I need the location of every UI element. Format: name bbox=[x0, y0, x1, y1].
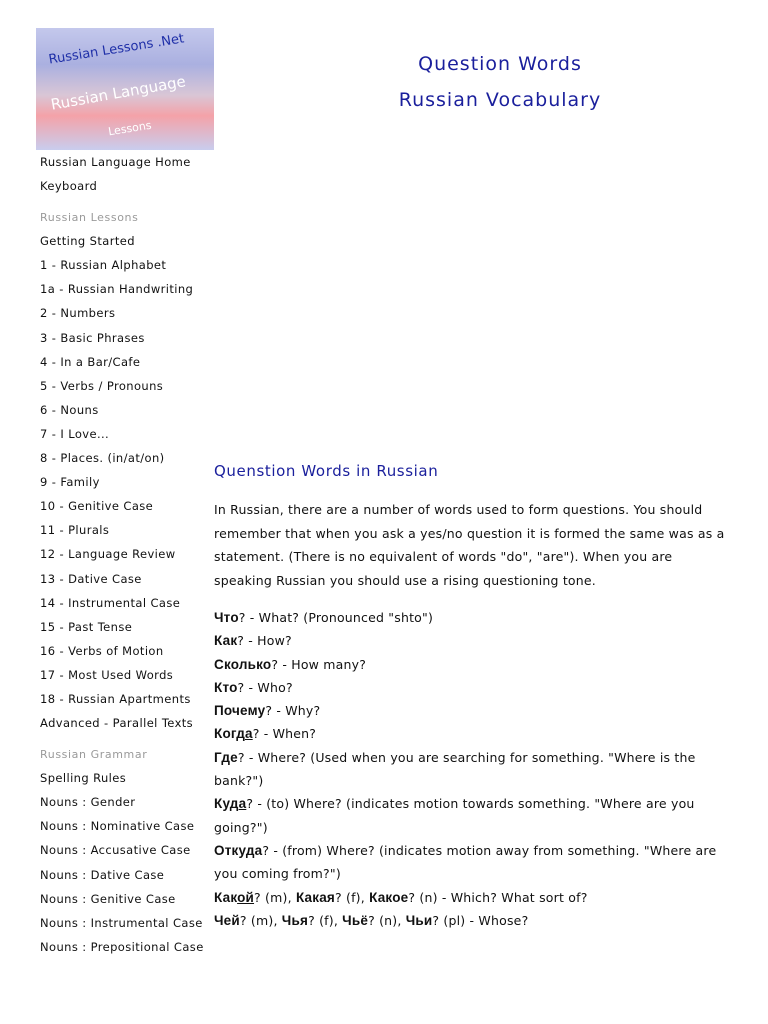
nav-section-lessons: Russian Lessons bbox=[40, 211, 139, 225]
nav-lesson-link[interactable]: 5 - Verbs / Pronouns bbox=[40, 378, 164, 393]
russian-word: Почему bbox=[214, 703, 266, 719]
nav-grammar-link[interactable]: Nouns : Prepositional Case bbox=[40, 939, 204, 954]
list-item bbox=[214, 606, 734, 629]
list-item bbox=[214, 792, 734, 839]
nav-lesson-link[interactable]: 14 - Instrumental Case bbox=[40, 595, 181, 610]
logo-site-name: Russian Lessons .Net bbox=[47, 31, 186, 68]
list-item bbox=[214, 676, 734, 699]
gender-marker: ? (f), bbox=[335, 889, 370, 905]
translation: ? - (to) Where? (indicates motion towards something. "Where are you going?") bbox=[214, 796, 695, 835]
nav-grammar-link[interactable]: Nouns : Gender bbox=[40, 795, 136, 810]
nav-lesson-link[interactable]: 8 - Places. (in/at/on) bbox=[40, 451, 165, 466]
question-word-list bbox=[214, 606, 734, 932]
stressed-vowel: ой bbox=[237, 889, 255, 905]
russian-word: Чей bbox=[214, 912, 240, 928]
translation: ? - Who? bbox=[237, 679, 293, 695]
sidebar-nav bbox=[40, 150, 215, 959]
russian-word: Чьи bbox=[405, 912, 433, 928]
nav-link-keyboard[interactable]: Keyboard bbox=[40, 179, 98, 194]
translation: ? - When? bbox=[252, 726, 317, 742]
translation: ? - How? bbox=[237, 633, 292, 649]
logo-tagline: Russian Language bbox=[49, 72, 188, 114]
translation: ? - (from) Where? (indicates motion away from something. "Where are you coming from?") bbox=[214, 842, 717, 882]
list-item bbox=[214, 653, 734, 676]
russian-word: Что bbox=[214, 610, 239, 625]
translation: ? - What? (Pronounced "shto") bbox=[238, 610, 434, 625]
translation: ? - Where? (Used when you are searching for something. "Where is the bank?") bbox=[214, 749, 696, 789]
russian-word bbox=[214, 890, 254, 905]
nav-lesson-link[interactable]: 1a - Russian Handwriting bbox=[40, 282, 194, 297]
word-part: Когд bbox=[214, 726, 245, 742]
russian-word: Чья bbox=[281, 912, 309, 928]
list-item bbox=[214, 722, 734, 745]
russian-word: Как bbox=[214, 633, 238, 649]
translation: ? - How many? bbox=[271, 656, 367, 672]
translation: ? (pl) - Whose? bbox=[432, 912, 529, 928]
nav-lesson-link[interactable]: 2 - Numbers bbox=[40, 306, 116, 321]
stressed-vowel: а bbox=[244, 726, 253, 742]
nav-lesson-link[interactable]: 9 - Family bbox=[40, 475, 100, 490]
gender-marker: ? (n), bbox=[368, 912, 406, 928]
list-item bbox=[214, 839, 734, 886]
russian-word: Где bbox=[214, 749, 238, 765]
nav-grammar-link[interactable]: Nouns : Genitive Case bbox=[40, 891, 176, 906]
list-item bbox=[214, 699, 734, 722]
nav-lesson-link[interactable]: 3 - Basic Phrases bbox=[40, 330, 145, 345]
nav-lesson-link[interactable]: 11 - Plurals bbox=[40, 523, 110, 538]
gender-marker: ? (m), bbox=[254, 889, 296, 905]
site-logo[interactable] bbox=[36, 28, 214, 150]
page-header bbox=[330, 46, 670, 118]
russian-word: Сколько bbox=[214, 656, 272, 672]
nav-lesson-link[interactable]: 4 - In a Bar/Cafe bbox=[40, 354, 141, 369]
nav-lesson-link[interactable]: 15 - Past Tense bbox=[40, 619, 133, 634]
nav-grammar-link[interactable]: Nouns : Accusative Case bbox=[40, 843, 191, 858]
russian-word: Кто bbox=[214, 679, 238, 695]
stressed-vowel: а bbox=[238, 796, 247, 812]
list-item bbox=[214, 886, 734, 909]
russian-word: Откуда bbox=[214, 842, 263, 858]
section-heading: Quenstion Words in Russian bbox=[214, 462, 439, 480]
gender-marker: ? (m), bbox=[239, 912, 282, 928]
nav-lesson-link[interactable]: Advanced - Parallel Texts bbox=[40, 716, 194, 731]
russian-word bbox=[214, 796, 246, 811]
intro-paragraph: In Russian, there are a number of words used to form questions. You should remember that when you ask a yes/no question it is formed the same was as a statement. (There is no equivalent of words "do", "are"). When you are speaking Russian you should use a rising questioning tone. bbox=[214, 502, 725, 588]
nav-grammar-link[interactable]: Nouns : Dative Case bbox=[40, 867, 165, 882]
russian-word: Какая bbox=[295, 889, 335, 905]
russian-word: Чьё bbox=[342, 912, 369, 928]
nav-lesson-link[interactable]: 6 - Nouns bbox=[40, 402, 99, 417]
nav-grammar-link[interactable]: Spelling Rules bbox=[40, 771, 127, 786]
nav-lesson-link[interactable]: 17 - Most Used Words bbox=[40, 667, 174, 682]
nav-lesson-link[interactable]: 12 - Language Review bbox=[40, 547, 176, 562]
gender-marker: ? (f), bbox=[308, 912, 343, 928]
nav-link-home[interactable]: Russian Language Home bbox=[40, 155, 191, 169]
nav-lesson-link[interactable]: 1 - Russian Alphabet bbox=[40, 258, 167, 273]
page-title: Question Words bbox=[418, 53, 582, 75]
russian-word: Какое bbox=[369, 889, 409, 905]
nav-section-grammar: Russian Grammar bbox=[40, 748, 148, 762]
nav-lesson-link[interactable]: Getting Started bbox=[40, 234, 135, 249]
russian-word bbox=[214, 726, 253, 741]
translation: ? (n) - Which? What sort of? bbox=[408, 889, 588, 905]
list-item bbox=[214, 746, 734, 793]
nav-lesson-link[interactable]: 7 - I Love... bbox=[40, 426, 110, 441]
translation: ? - Why? bbox=[265, 703, 321, 719]
nav-lesson-link[interactable]: 13 - Dative Case bbox=[40, 571, 142, 586]
nav-lesson-link[interactable]: 16 - Verbs of Motion bbox=[40, 643, 164, 658]
nav-grammar-link[interactable]: Nouns : Instrumental Case bbox=[40, 915, 203, 930]
list-item bbox=[214, 909, 734, 932]
main-content bbox=[214, 462, 734, 932]
nav-lesson-link[interactable]: 18 - Russian Apartments bbox=[40, 691, 191, 706]
word-part: Куд bbox=[214, 796, 239, 812]
logo-subtag: Lessons bbox=[107, 118, 153, 139]
page-subtitle: Russian Vocabulary bbox=[398, 89, 602, 111]
nav-grammar-link[interactable]: Nouns : Nominative Case bbox=[40, 819, 195, 834]
nav-lesson-link[interactable]: 10 - Genitive Case bbox=[40, 499, 154, 514]
list-item bbox=[214, 629, 734, 652]
word-part: Как bbox=[214, 889, 238, 905]
